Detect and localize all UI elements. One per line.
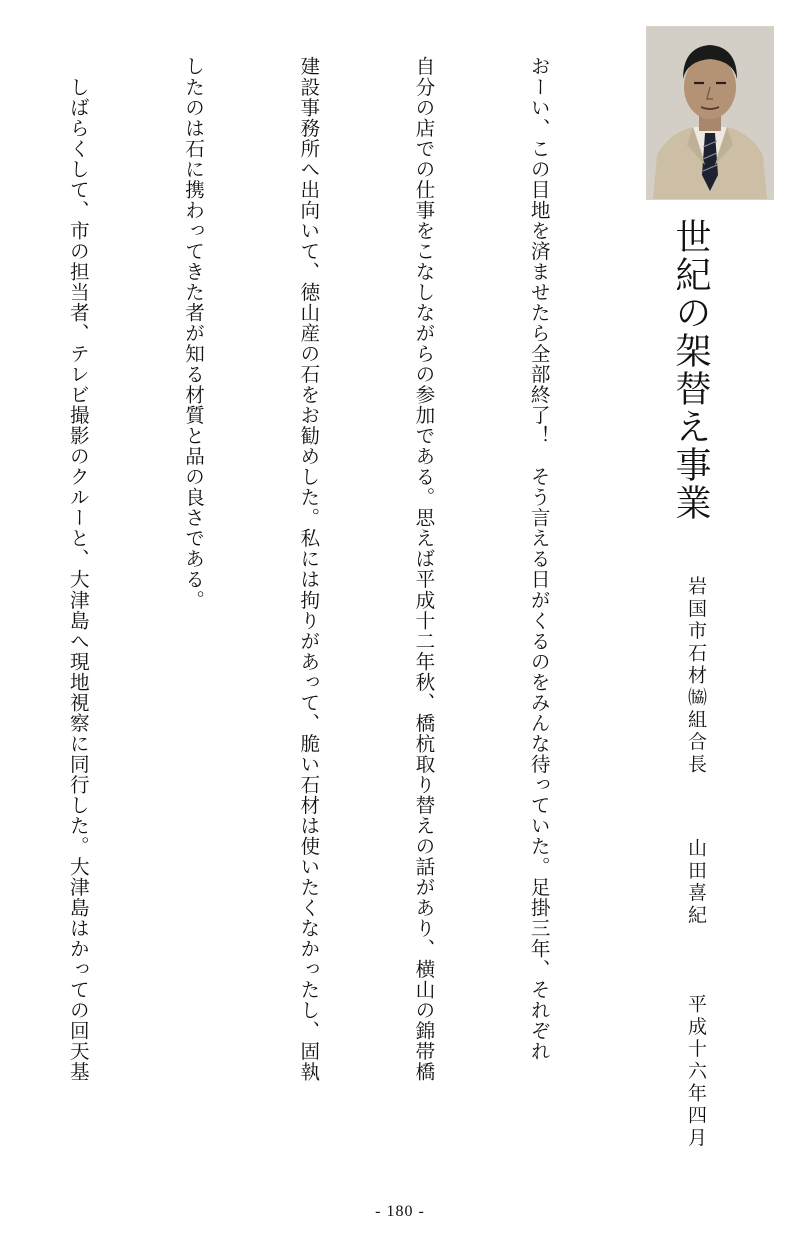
- body-line: おーい、この目地を済ませたら全部終了！ そう言える日がくるのをみんな待っていた。足掛三年、それぞれ: [527, 56, 551, 1062]
- article-title: 世紀の架替え事業: [670, 218, 711, 522]
- author-name: 山田喜紀: [685, 838, 707, 927]
- body-line: しばらくして、市の担当者、テレビ撮影のクルーと、大津島へ現地視察に同行した。大津島はかっての回天基: [66, 56, 90, 1082]
- article-body: [0, 56, 634, 1166]
- portrait-illustration: [647, 27, 773, 199]
- page-number: - 180 -: [375, 1203, 425, 1220]
- body-line: したのは石に携わってきた者が知る材質と品の良さである。: [181, 56, 205, 611]
- article-date: 平成十六年四月: [685, 994, 707, 1150]
- author-affiliation: 岩国市石材㈿組合長: [685, 576, 707, 776]
- body-line: 建設事務所へ出向いて、徳山産の石をお勧めした。私には拘りがあって、脆い石材は使いたくなかったし、固執: [296, 56, 320, 1082]
- author-portrait-photo: [646, 26, 774, 200]
- body-line: 自分の店での仕事をこなしながらの参加である。思えば平成十二年秋、橋杭取り替えの話があり、横山の錦帯橋: [411, 56, 435, 1082]
